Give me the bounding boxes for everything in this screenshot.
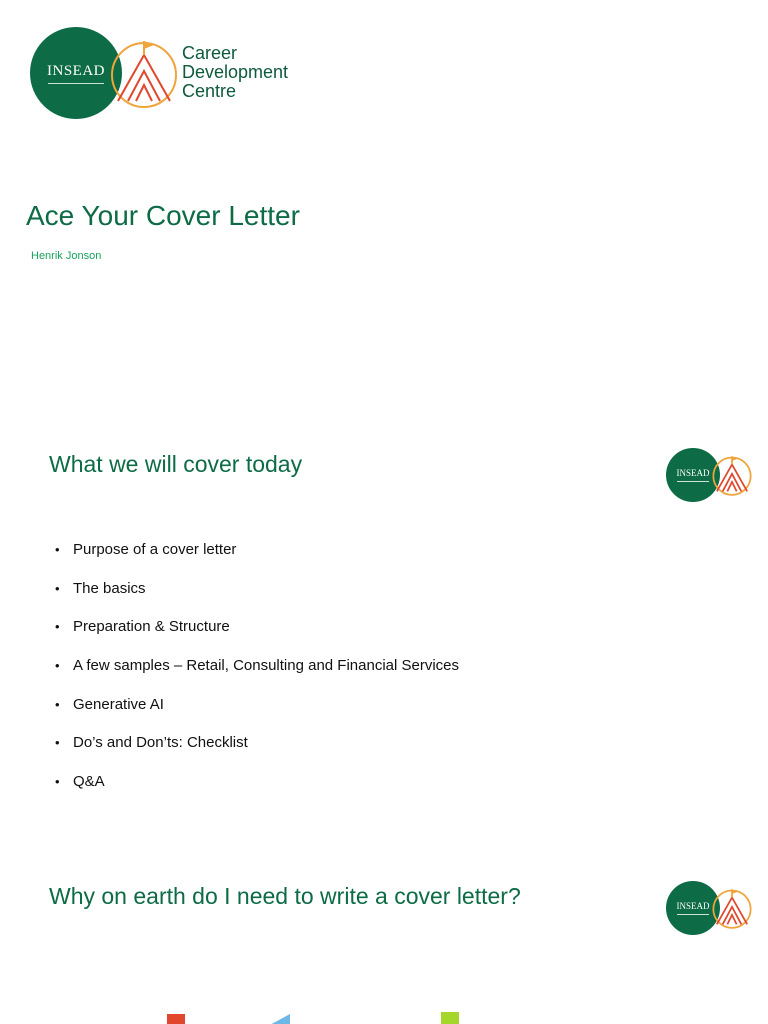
list-item: • Preparation & Structure <box>55 615 459 654</box>
why-heading: Why on earth do I need to write a cover letter? <box>49 883 521 909</box>
list-item: • Q&A <box>55 770 459 809</box>
mountain-peak-icon <box>711 454 753 496</box>
insead-logo-text: INSEAD <box>47 62 105 79</box>
insead-logo-text: INSEAD <box>676 468 710 478</box>
mountain-peak-icon <box>108 37 180 109</box>
red-square-shape <box>167 1014 185 1024</box>
list-item: • The basics <box>55 577 459 616</box>
agenda-heading: What we will cover today <box>49 451 303 477</box>
presentation-title: Ace Your Cover Letter <box>26 200 300 231</box>
mountain-peak-icon <box>711 887 753 929</box>
insead-logo-small <box>666 448 756 502</box>
insead-logo-small <box>666 881 756 935</box>
why-cover-letter-slide <box>0 836 768 1024</box>
agenda-list <box>55 538 459 809</box>
list-item: • Do’s and Don’ts: Checklist <box>55 731 459 770</box>
presenter-name: Henrik Jonson <box>31 250 102 262</box>
career-development-centre-label: Career Development Centre <box>182 43 289 101</box>
list-item: • A few samples – Retail, Consulting and Financial Services <box>55 654 459 693</box>
title-slide <box>0 0 768 410</box>
insead-logo-text: INSEAD <box>676 901 710 911</box>
list-item: • Purpose of a cover letter <box>55 538 459 577</box>
agenda-slide <box>0 410 768 836</box>
lime-square-shape <box>441 1012 459 1024</box>
list-item: • Generative AI <box>55 693 459 732</box>
blue-triangle-shape <box>268 1014 290 1024</box>
